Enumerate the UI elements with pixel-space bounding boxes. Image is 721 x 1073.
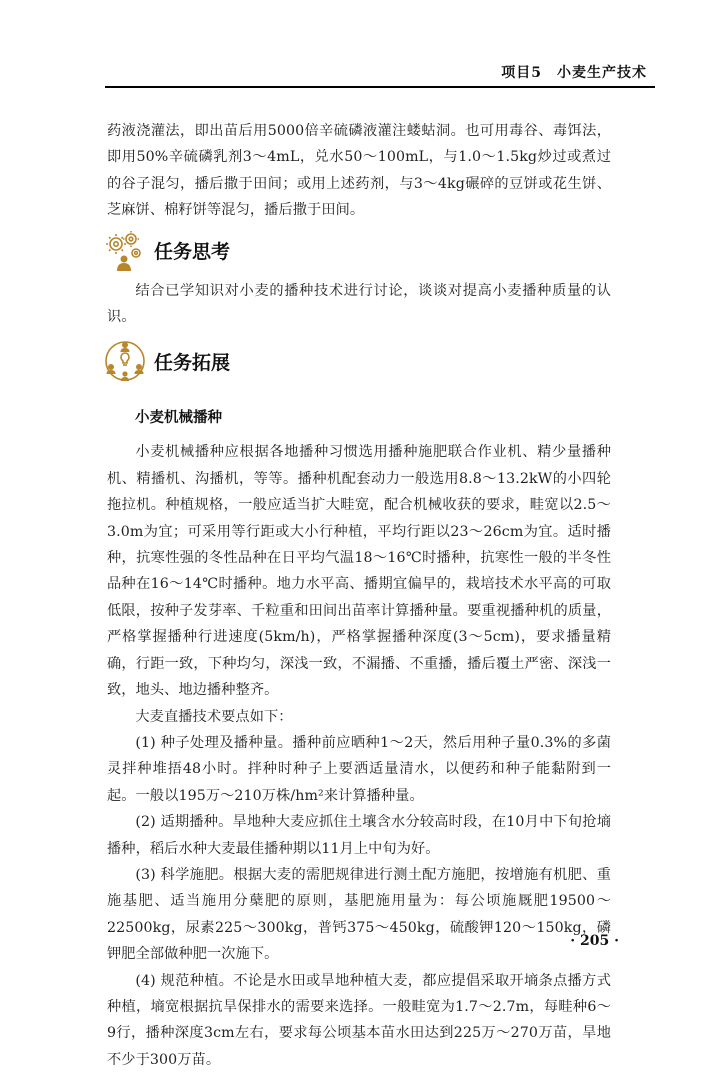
running-header (0, 0, 721, 92)
page-content (107, 118, 611, 1073)
body-paragraph: (2) 适期播种。旱地种大麦应抓住土壤含水分较高时段，在10月中下旬抢墒播种，稻后水种大麦最佳播种期以11月上中旬为好。 (107, 814, 611, 857)
intro-paragraph: 药液浇灌法，即出苗后用5000倍辛硫磷液灌注蝼蛄洞。也可用毒谷、毒饵法，即用50%辛硫磷乳剂3～4mL，兑水50～100mL，与1.0～1.5kg炒过或煮过的谷子混匀，播后撒于田间；或用上述药剂，与3～4kg碾碎的豆饼或花生饼、芝麻饼、棉籽饼等混匀，播后撒于田间。 (107, 123, 611, 219)
page-number: · 205 · (570, 933, 619, 949)
section-expand-heading (102, 338, 611, 384)
header-rule (105, 86, 655, 88)
lightbulb-people-icon (102, 338, 148, 384)
body-paragraph: (4) 规范种植。不论是水田或旱地种植大麦，都应提倡采取开墒条点播方式种植，墒宽根据抗旱保排水的需要来选择。一般畦宽为1.7～2.7m，每畦种6～9行，播种深度3cm左右，要求每公顷基本苗水田达到225万～270万苗，旱地不少于300万苗。 (107, 972, 611, 1068)
body-paragraph: (1) 种子处理及播种量。播种前应晒种1～2天，然后用种子量0.3%的多菌灵拌种堆捂48小时。拌种时种子上要洒适量清水，以便药和种子能黏附到一起。一般以195万～210万株/hm²来计算播种量。 (107, 734, 611, 804)
body-paragraph: 大麦直播技术要点如下： (135, 708, 293, 725)
body-paragraph: (3) 科学施肥。根据大麦的需肥规律进行测土配方施肥，按增施有机肥、重施基肥、适当施用分蘖肥的原则，基肥施用量为：每公顷施厩肥19500～22500kg，尿素225～300kg，普钙375～450kg，硫酸钾120～150kg，磷钾肥全部做种肥一次施下。 (107, 866, 611, 963)
header-title: 项目5 小麦生产技术 (501, 65, 647, 81)
section-expand-title: 任务拓展 (154, 351, 231, 374)
section-think-heading (102, 228, 611, 274)
subheading-wheat-machine-sowing: 小麦机械播种 (135, 410, 222, 427)
section-think-text: 结合已学知识对小麦的播种技术进行讨论，谈谈对提高小麦播种质量的认识。 (107, 282, 611, 326)
gears-person-icon (102, 228, 148, 274)
section-think-title: 任务思考 (154, 241, 231, 264)
body-paragraph: 小麦机械播种应根据各地播种习惯选用播种施肥联合作业机、精少量播种机、精播机、沟播机，等等。播种机配套动力一般选用8.8～13.2kW的小四轮拖拉机。种植规格，一般应适当扩大畦宽，配合机械收获的要求，畦宽以2.5～3.0m为宜；可采用等行距或大小行种植，平均行距以23～26cm为宜。适时播种，抗寒性强的冬性品种在日平均气温18～16℃时播种，抗寒性一般的半冬性品种在16～14℃时播种。地力水平高、播期宜偏早的，栽培技术水平高的可取低限，按种子发芽率、千粒重和田间出苗率计算播种量。要重视播种机的质量，严格掌握播种行进速度(5km/h)，严格掌握播种深度(3～5cm)，要求播量精确，行距一致，下种均匀，深浅一致，不漏播、不重播，播后覆土严密、深浅一致，地头、地边播种整齐。 (107, 444, 611, 699)
